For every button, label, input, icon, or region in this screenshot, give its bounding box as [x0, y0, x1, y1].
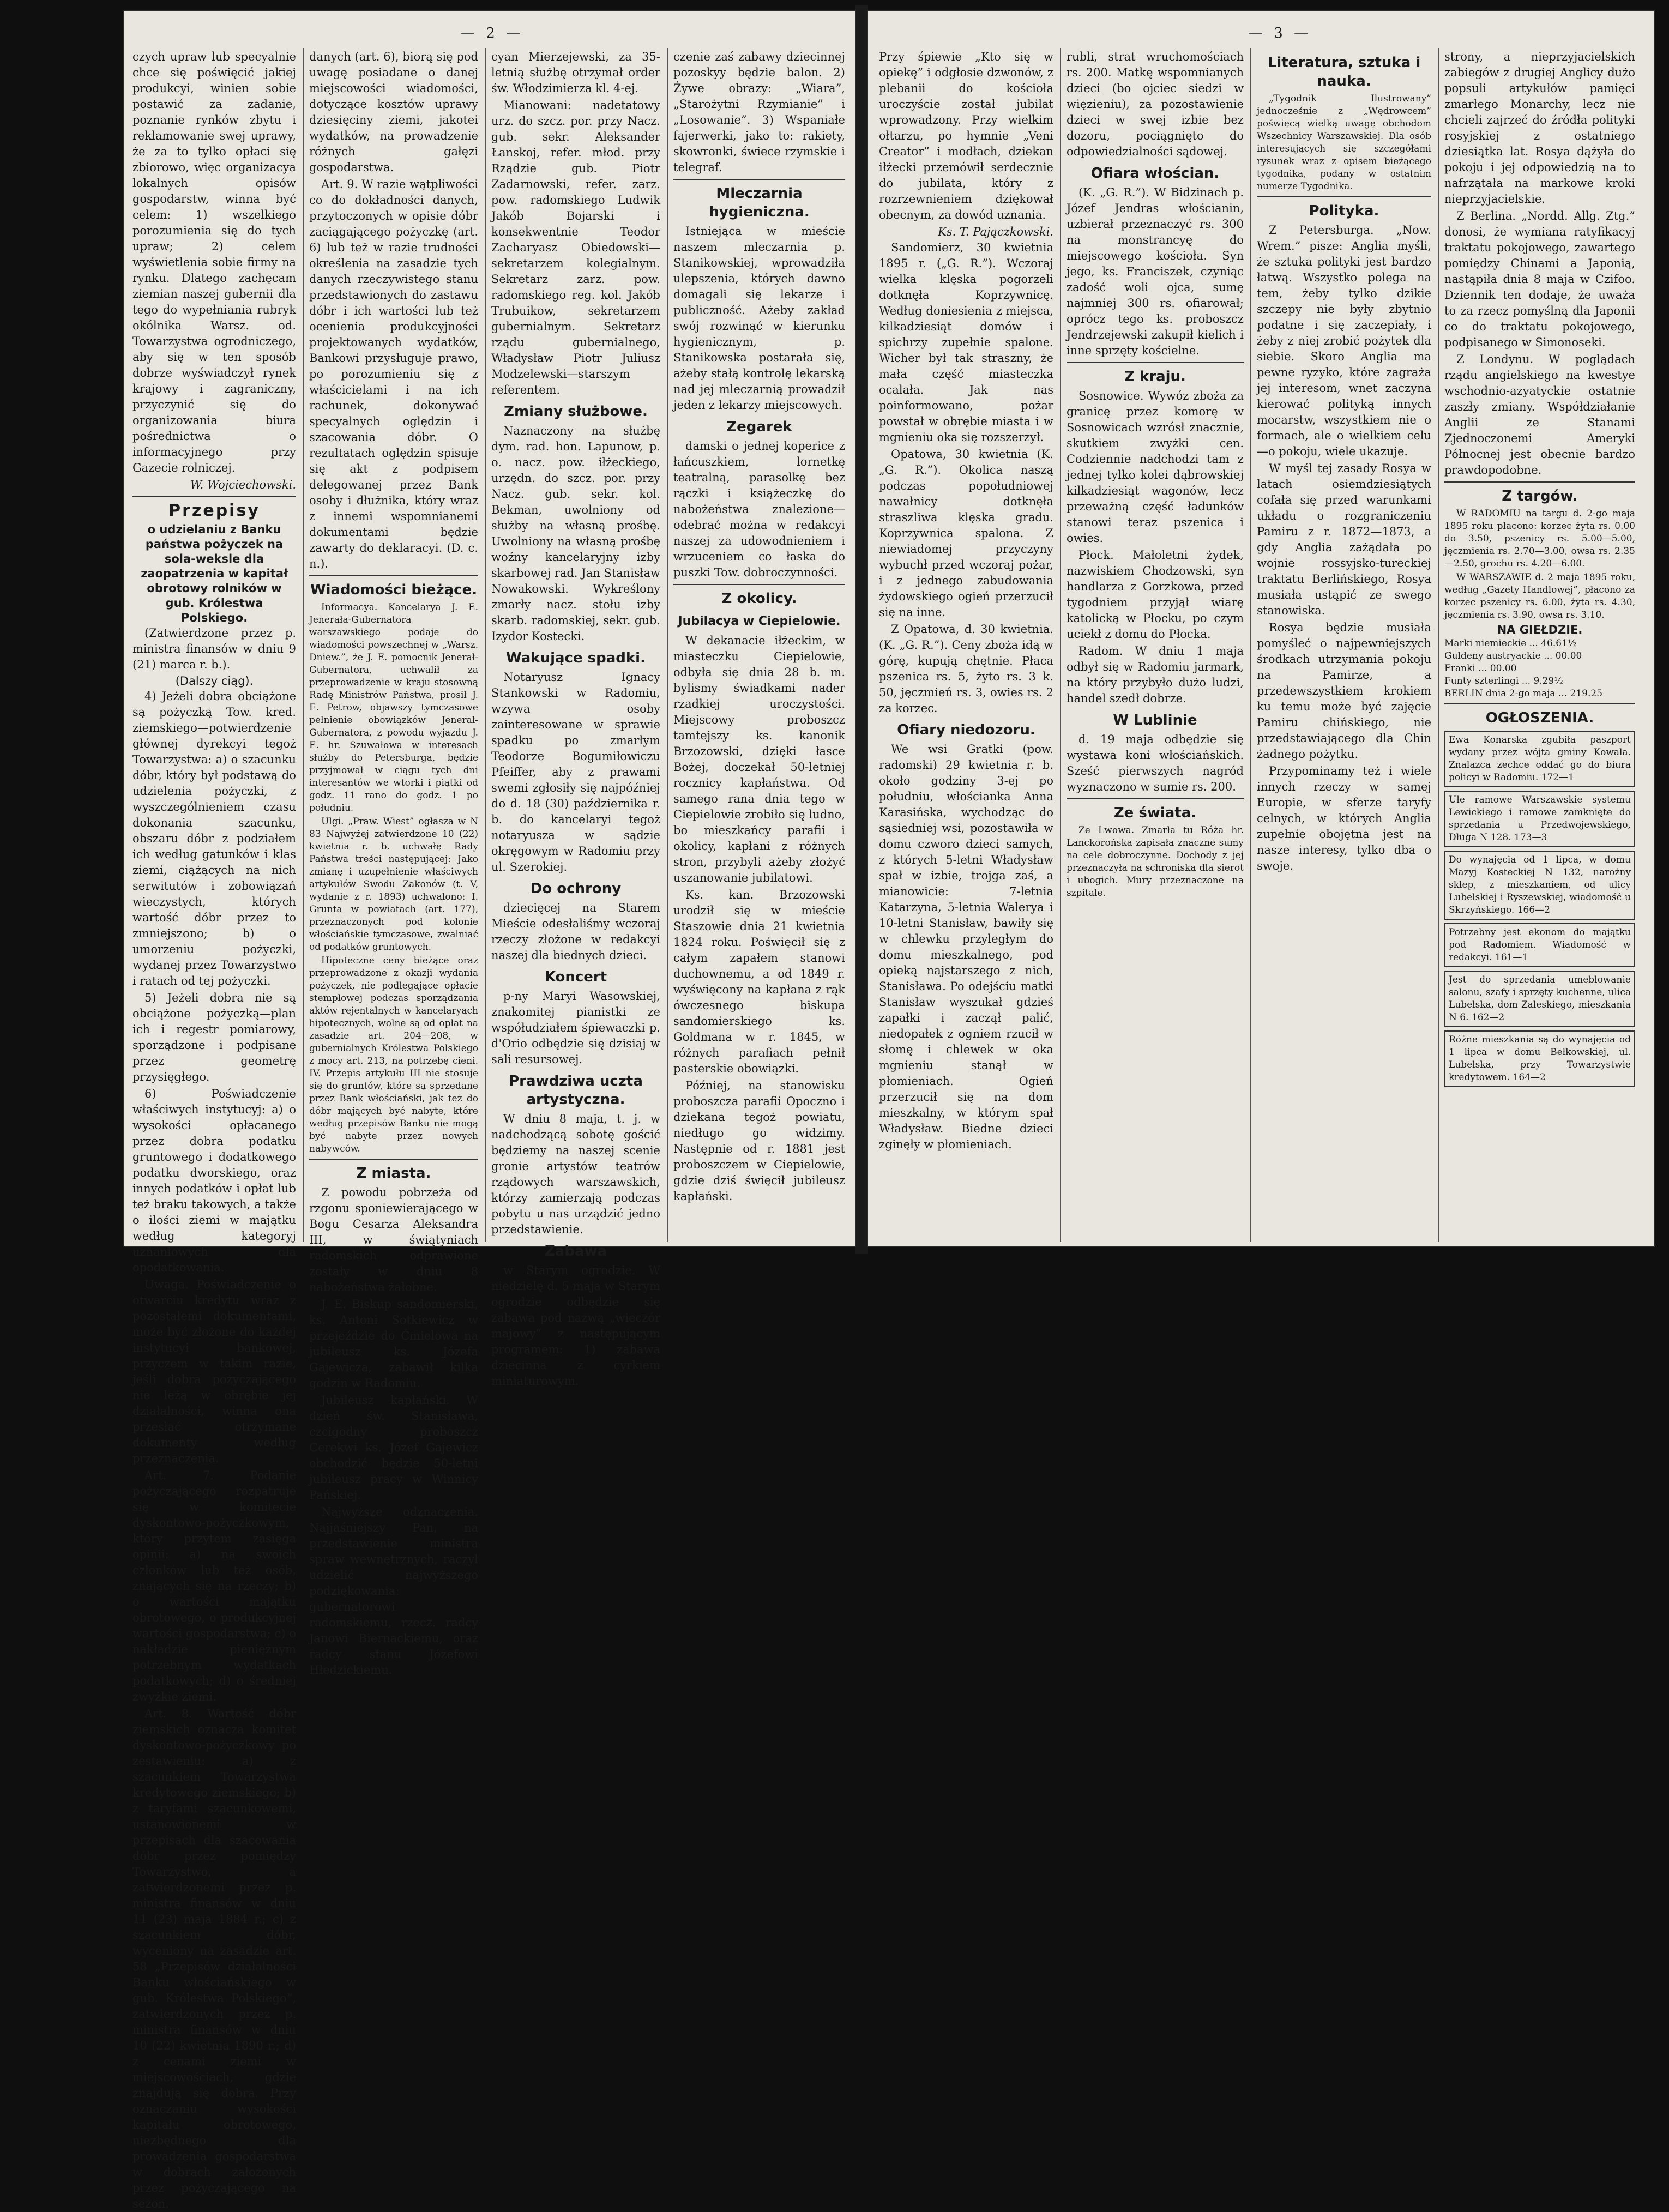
column-rule	[485, 48, 486, 1242]
paragraph: Później, na stanowisku proboszcza parafii Opoczno i dziekana tegoż powiatu, niedługo go widzimy. Następnie od r. 1881 jest proboszczem w Ciepielowie, gdzie dziś święcił jubileusz kapłański.	[673, 1079, 845, 1203]
column-rule	[1250, 48, 1251, 1242]
paragraph: Z powodu pobrzeża od rzgonu sponiewierającego w Bogu Cesarza Aleksandra III, w świątyniach radomskich odprawione zostały w dniu 8 nabożeństwa żałobne.	[309, 1186, 478, 1294]
paragraph: Radom. W dniu 1 maja odbył się w Radomiu jarmark, na który przybyło dużo ludzi, handel szedł dobrze.	[1067, 644, 1244, 705]
paragraph: p-ny Maryi Wasowskiej, znakomitej pianistki ze współudziałem śpiewaczki p. d'Orio odbędzie się dzisiaj w sali resursowej.	[491, 990, 660, 1066]
section-heading: Polityka.	[1309, 203, 1379, 219]
market-rows: Marki niemieckie ... 46.61½ Guldeny austryackie ... 00.00 Franki ... 00.00 Funty szterlingi ... 9.29½ BERLIN dnia 2-go maja ... 219.25	[1444, 638, 1603, 699]
paragraph: Z Petersburga. „Now. Wrem.” pisze: Anglia myśli, że sztuka polityki jest bardzo łatwą. Wszystko polega na tem, żeby tylko dzikie szczepy nie były zbytnio podatne i się zaczepiały, i żeby z niej zrobić pożytek dla siebie. Skoro Anglia ma pewne ryzyko, które zagraża jej interesom, wnet zaczyna kierować polityką innych mocarstw, wszystkiem nie o formach, ale o wielkiem celu—o pokoju, wiele ukazuje.	[1257, 224, 1431, 458]
column-rule	[303, 48, 304, 1242]
paragraph: Z Berlina. „Nordd. Allg. Ztg.” donosi, że wymiana ratyfikacyj traktatu pokojowego, zawartego pomiędzy Chinami a Japonią, nastąpiła dnia 8 maja w Czifoo. Dziennik ten dodaje, że uważa to za rzecz pomyślną dla Japonii co do traktatu pokojowego, podpisanego w Simonoseki.	[1444, 209, 1635, 349]
paragraph: W RADOMIU na targu d. 2-go maja 1895 roku płacono: korzec żyta rs. 0.00 do 3.50, pszenicy rs. 5.00—5.00, jęczmienia rs. 2.70—3.00, owsa rs. 2.35—2.50, grochu rs. 4.20—6.00.	[1444, 508, 1635, 569]
column-rule	[667, 48, 668, 1242]
section-heading: Ze świata.	[1113, 805, 1197, 821]
section-heading: Zmiany służbowe.	[504, 403, 648, 420]
column-1	[132, 49, 296, 2210]
paragraph: czenie zaś zabawy dziecinnej pozoskyy będzie balon. 2) Żywe obrazy: „Wiara”, „Starożytni Rzymianie” i „Losowanie”. 3) Wspaniałe fajerwerki, jako to: rakiety, skowronki, świece rzymskie i telegraf.	[673, 50, 845, 174]
divider	[1444, 481, 1635, 483]
paragraph: Opatowa, 30 kwietnia (K. „G. R.”). Okolica naszą podczas popołudniowej nawałnicy dotknęła straszliwa klęska gradu. Koprzywnica spalona. Z niewiadomej przyczyny wybuchł przed wczoraj pożar, i z jednego zabudowania żydowskiego ogień przerzucił się na inne.	[879, 448, 1053, 619]
paragraph: W WARSZAWIE d. 2 maja 1895 roku, według „Gazety Handlowej”, płacono za korzec pszenicy rs. 6.00, żyta rs. 4.30, jęczmienia rs. 3.90, owsa rs. 3.10.	[1444, 572, 1635, 620]
column-rule	[1060, 48, 1061, 1242]
section-heading: Ofiary niedozoru.	[897, 722, 1035, 738]
signature: W. Wojciechowski.	[190, 478, 296, 491]
paragraph: Naznaczony na służbę dym. rad. hon. Lapunow, p. o. nacz. pow. iłżeckiego, urzędn. do szcz. por. przy Nacz. gub. sekr. kol. Bekman, uwolniony od służby na własną prośbę. Uwolniony na własną prośbę woźny kancelaryjny izby skarbowej rad. Jan Stanisław Nowakowski. Wykreślony zmarły nacz. stołu izby skarb. radomskiej, sekr. gub. Izydor Kostecki.	[491, 424, 660, 643]
divider	[309, 1159, 478, 1160]
paragraph: Sosnowice. Wywóz zboża za granicę przez komorę w Sosnowicach wzrósł znacznie, skutkiem zwyżki cen. Codziennie nadchodzi tam z jednej tylko kolei dąbrowskiej kilkadziesiąt wagonów, lecz przeważną część ładunków stanowi teraz pszenica i owies.	[1067, 389, 1244, 545]
column-4	[673, 49, 845, 1238]
paragraph: Ulgi. „Praw. Wiest” ogłasza w N 83 Najwyżej zatwierdzone 10 (22) kwietnia r. b. uchwałę Rady Państwa treści następującej: Jako zmianę i uzupełnienie właściwych artykułów Swodu Zakonów (t. V, wydanie z r. 1893) uchwalono: I. Grunta w powiatach (art. 177), przeznaczonych pod kolonie włościańskie tymczasowe, zwalniać od podatków gruntowych.	[309, 816, 478, 953]
advertisement: Ule ramowe Warszawskie systemu Lewickiego i ramowe zamknięte do sprzedania u Przedwojewskiego, Długa N 128. 173—3	[1444, 791, 1635, 847]
divider	[1257, 196, 1431, 197]
section-heading: Literatura, sztuka i nauka.	[1267, 55, 1421, 89]
paragraph: W dekanacie iłżeckim, w miasteczku Ciepielowie, odbyła się dnia 28 b. m. bylismy świadkami nader rzadkiej uroczystości. Miejscowy proboszcz tamtejszy ks. kanonik Brzozowski, dzięki łasce Bożej, doczekał 50-letniej rocznicy kapłaństwa. Od samego rana dnia tego w Ciepielowie zrobiło się ludno, bo mieszkańcy parafii i okolicy, kapłani z różnych stron, przybyli ażeby złożyć uszanowanie jubilatowi.	[673, 634, 845, 884]
column-7	[1257, 49, 1431, 1238]
section-heading: Z kraju.	[1124, 369, 1186, 385]
paragraph: danych (art. 6), biorą się pod uwagę posiadane o danej miejscowości wiadomości, dotyczące kosztów uprawy dziesięciny ziemi, jakotei wydatków, na prowadzenie różnych gałęzi gospodarstwa.	[309, 50, 478, 174]
paragraph: Rosya będzie musiała pomyśleć o najpewniejszych środkach utrzymania pokoju na Pamirze, a przedewszystkiem krokiem ku temu może być zajęcie Pamiru chińskiego, nie przedstawiającego dla Chin żadnego pożytku.	[1257, 621, 1431, 761]
divider	[1067, 362, 1244, 363]
left-page	[123, 10, 856, 2210]
paragraph: Uwaga. Poświadczenie o otwarciu kredytu wraz z pozostałemi dokumentami, może być złożone do każdej instytucyi bankowej, przyczem w takim razie, jeśli dobra pożyczającego nie leżą w obrębie jej działalności, winna ona przesłać otrzymane dokumenty według przeznaczenia.	[132, 1278, 296, 1465]
paragraph: Informacya. Kancelarya J. E. Jenerała-Gubernatora warszawskiego podaje do wiadomości powszechnej w „Warsz. Dniew.”, że J. E. pomocnik Jenerał-Gubernatora, uchwalił za przeprowadzenie w kraju stosowną Radę Ministrów Państwa, prosił J. E. Petrow, objawszy tymczasowe pełnienie obowiązków Jenerał-Gubernatora, z powodu wyjazdu J. E. hr. Szuwałowa w interesach służby do Petersburga, będzie przyjmował w ciągu tych dni interesantów we wtorki i piątki od godz. 11 rano do godz. 1 po południu.	[309, 602, 478, 813]
paragraph: dziecięcej na Starem Mieście odesłaliśmy wczoraj rzeczy złożone w redakcyi naszej dla biednych dzieci.	[491, 901, 660, 962]
paragraph: 6) Poświadczenie właściwych instytucyj: a) o wysokości opłacanego przez dobra podatku gruntowego i dodatkowego podatku dworskiego, oraz innych podatków i opłat lub też braku takowych, a także o ilości ziemi w majątku według kategoryj uznaniowych dla opodatkowania.	[132, 1087, 296, 1274]
paragraph: Art. 8. Wartość dóbr ziemskich oznacza komitet dyskontowo-pożyczkowy po zestawieniu: a) z szacunkiem Towarzystwa kredytowego ziemskiego; b) z taryfami szacunkowemi, ustanowionemi w przepisach dla szacowania dóbr przez pomiędzy Towarzystwo, a zatwierdzonemi przez p. ministra finansów w dniu 11 (23) maja 1884 r.; c) z szacunkiem dóbr, wyceniony na zasadzie art. 58 „Przepisów działalności Banku włościańskiego w gub. Królestwa Polskiego”, zatwierdzonych przez p. ministra finansów w dniu 10 (22) kwietnia 1890 r.; d) z cenami ziemi w miejscowościach, gdzie znajdują się dobra. Przy oznaczaniu wysokości kapitału obrotowego, niezbędnego dla prowadzenia gospodarstwa w dobrach założonych przez pożyczającego na sezon.	[132, 1707, 296, 2210]
paragraph: 5) Jeżeli dobra nie są obciążone pożyczką—plan ich i regestr pomiarowy, sporządzone i podpisane przez geometrę przysięgłego.	[132, 991, 296, 1083]
paragraph: Płock. Małoletni żydek, nazwiskiem Chodzowski, syn handlarza z Gorzkowa, przed tygodniem przyjął wiarę katolicką w Płocku, po czym uciekł z domu do Płocka.	[1067, 549, 1244, 641]
advertisement: Jest do sprzedania umeblowanie salonu, szafy i sprzęty kuchenne, ulica Lubelska, dom Zaleskiego, mieszkania N 6. 162—2	[1444, 971, 1635, 1027]
divider	[309, 575, 478, 576]
paragraph: Przy śpiewie „Kto się w opiekę” i odgłosie dzwonów, z plebanii do kościoła uroczyście został jubilat wprowadzony. Przy wielkim ołtarzu, po hymnie „Veni Creator” i modłach, dziekan iłżecki przemówił serdecznie do jubilata, który z rozrzewnieniem dziękował obecnym, za dowód uznania.	[879, 50, 1053, 221]
section-heading: Z targów.	[1502, 488, 1578, 504]
paragraph: d. 19 maja odbędzie się wystawa koni włościańskich. Sześć pierwszych nagród wyznaczono w sumie rs. 200.	[1067, 733, 1244, 793]
section-heading: W Lublinie	[1113, 712, 1197, 728]
column-3	[491, 49, 660, 1388]
paragraph: strony, a nieprzyjacielskich zabiegów z drugiej Anglicy dużo popsuli artykułów pamięci zmarłego Monarchy, lecz nie chcieli zajrzeć do źródła polityki rosyjskiej z ostatniego dziesiątka lat. Rosya dążyła do pokoju i jej odpowiedzią na to nafrzątała na markowe kroki nieprzyjacielskie.	[1444, 50, 1635, 206]
paragraph: Z Opatowa, d. 30 kwietnia. (K. „G. R.”). Ceny zboża idą w górę, kupują chętnie. Płaca pszenica rs. 5, żyto rs. 3 k. 50, jęczmień rs. 3, owies rs. 2 za korzec.	[879, 623, 1053, 715]
section-heading: Zabawa	[544, 1243, 607, 1259]
section-heading: Ofiara włościan.	[1090, 165, 1220, 182]
paragraph: damski o jednej koperice z łańcuszkiem, lornetkę teatralną, parasolkę bez rączki i książeczkę do nabożeństwa znalezione—odebrać można w redakcyi naszej za udowodnieniem i wrzuceniem co łaska do puszki Tow. dobroczynności.	[673, 439, 845, 579]
paragraph: J. E. Biskup sandomierski, ks. Antoni Sotkiewicz w przejeździe do Ćmielowa na jubileusz ks. Józefa Gajewicza, zabawił kilka godzin w Radomiu.	[309, 1298, 478, 1390]
paragraph: Art. 7. Podanie pożyczającego rozpatruje się w komitecie dyskontowo-pożyczkowym, który przytem zasięga opinii: a) na swoich członków lub też osób, znających się na rzeczy; b) o wartości majątku obrotowego, o produkcyjnej wartości gospodarstwa; c) o nakładzie pieniężnym potrzebnym wydatkach podatkowych; d) o średniej zwyżkie ziemi.	[132, 1469, 296, 1703]
paragraph: Hipoteczne ceny bieżące oraz przeprowadzone z okazji wydania pożyczek, nie podlegające opłacie stemplowej podczas sporządzania aktów rejentalnych w kancelaryach hipotecznych, wolne są od opłat na zasadzie art. 204—208, w gubernialnych Królestwa Polskiego z mocy art. 213, na potrzebę cieni. IV. Przepis artykułu III nie stosuje się do gruntów, które są sprzedane przez Bank włościański, jak też do dóbr mających być nabyte, które według przepisów Banku nie mogą być nabyte przez nowych nabywców.	[309, 955, 478, 1154]
section-heading: OGŁOSZENIA.	[1485, 710, 1594, 726]
section-heading: Wiadomości bieżące.	[310, 582, 478, 598]
section-heading: Koncert	[544, 969, 607, 985]
paragraph: Mianowani: nadetatowy urz. do szcz. por. przy Nacz. gub. sekr. Aleksander Łanskoj, refer. młod. przy Rządzie gub. Piotr Zadarnowski, refer. zarz. pow. radomskiego Ludwik Jakób Bojarski i konsekwentnie Teodor Zacharyasz Obiedowski—sekretarzem kolegialnym. Sekretarz zarz. pow. radomskiego reg. kol. Jakób Trubuikow, sekretarzem gubernialnym. Sekretarz rządu gubernialnego, Władysław Piotr Juliusz Modzelewski—starszym referentem.	[491, 99, 660, 396]
column-5	[879, 49, 1053, 1238]
divider	[132, 496, 296, 497]
divider	[1067, 798, 1244, 799]
paragraph: rubli, strat wruchomościach rs. 200. Matkę wspomnianych dzieci (bo ojciec siedzi w więzieniu), za pozostawienie dzieci w swej izbie bez dozoru, pociągnięto do odpowiedzialności sądowej.	[1067, 50, 1244, 158]
page-number-right: — 3 —	[1249, 25, 1312, 41]
paragraph: Ze Lwowa. Zmarła tu Róża hr. Lanckorońska zapisała znaczne sumy na cele dobroczynne. Dochody z jej przeznaczyła na schroniska dla sierot i ubogich. Mury przeznaczone na szpitale.	[1067, 825, 1244, 899]
advertisement: Potrzebny jest ekonom do majątku pod Radomiem. Wiadomość w redakcyi. 161—1	[1444, 923, 1635, 967]
section-heading: Z okolicy.	[721, 590, 797, 607]
section-heading: Z miasta.	[356, 1165, 431, 1182]
advertisement: Ewa Konarska zgubiła paszport wydany przez wójta gminy Kowala. Znalazca zechce oddać go do biura policyi w Radomiu. 172—1	[1444, 731, 1635, 787]
advertisement: Do wynajęcia od 1 lipca, w domu Mazyj Kosteckiej N 132, narożny sklep, z mieszkaniem, od ulicy Lubelskiej i Ryszewskiej, wiadomość u Skrzyńskiego. 166—2	[1444, 851, 1635, 920]
paragraph: w Starym ogrodzie. W niedzielę d. 5 maja w Starym ogrodzie odbędzie się zabawa pod nazwą „wieczór majowy” z następującym programem: 1) zabawa dziecinna z cyrkiem miniaturowym.	[491, 1264, 660, 1388]
divider	[673, 179, 845, 180]
section-heading: Wakujące spadki.	[506, 650, 646, 666]
column-rule	[1438, 48, 1439, 1242]
paragraph: Najwyższe odznaczenia. Najjaśniejszy Pan, na przedstawienie ministra spraw wewnętrznych, raczył udzielić najwyższego podziękowania: gubernatorowi radomskiemu, rzecz. radcy Janowi Biernackiemu, oraz radcy stanu Józefowi Hłedzickiemu.	[309, 1505, 478, 1677]
advertisement: Różne mieszkania są do wynajęcia od 1 lipca w domu Bełkowskiej, ul. Lubelska, przy Towarzystwie kredytowem. 164—2	[1444, 1030, 1635, 1087]
paragraph: Art. 9. W razie wątpliwości co do dokładności danych, przytoczonych w opisie dóbr zaciągającego pożyczkę (art. 6) lub też w razie trudności określenia na zasadzie tych danych rzeczywistego stanu przedstawionych do zastawu dóbr i ich wartości lub też ocenienia produkcyjności projektowanych wydatków, Bankowi przysługuje prawo, po porozumieniu się z właścicielami i na ich rachunek, dokonywać specyalnych oględzin i szacowania dóbr. O rezultatach oględzin spisuje się akt z podpisem delegowanej przez Bank osoby i dłużnika, który wraz z innemi wspomnianemi dokumentami będzie zawarty do deklaracyi. (D. c. n.).	[309, 178, 478, 570]
paragraph: czych upraw lub specyalnie chce się poświęcić jakiej produkcyi, winien sobie postawić za zadanie, poznanie rynków zbytu i reklamowanie swej uprawy, że za to tylko opłaci się zbiorowo, więc organizacya lokalnych opisów gospodarstw, winna być celem: 1) wszelkiego porozumienia się do tych upraw; 2) celem wyświetlenia sobie firmy na rynku. Dlatego zachęcam ziemian naszej gubernii dla tego do wypełniania rubryk okólnika Warsz. od. Towarzystwa ogrodniczego, aby się w ten sposób dobrze wyświadczył rynek krajowy i zagraniczny, przyczynić się do organizowania biura pośrednictwa o informacyjnego przy Gazecie rolniczej.	[132, 50, 296, 474]
paragraph: (Zatwierdzone przez p. ministra finansów w dniu 9 (21) marca r. b.).	[132, 626, 296, 671]
paragraph: (K. „G. R.”). W Bidzinach p. Józef Jendras włościanin, uzbierał przeznaczyć rs. 300 na monstrancyę do miejscowego kościoła. Syn jego, ks. Franciszek, czyniąc zadość woli ojca, sumę najmniej 300 rs. ofiarował; oprócz tego ks. proboszcz Jendrzejewski zakupił kielich i inne sprzęty kościelne.	[1067, 186, 1244, 357]
paragraph: Jubileusz kapłański. W dzień św. Stanisława, czcigodny proboszcz Cerekwi ks. Józef Gajewicz obchodzić będzie 50-letni jubileusz pracy w Winnicy Pańskiej.	[309, 1394, 478, 1502]
section-heading: Prawdziwa uczta artystyczna.	[509, 1073, 643, 1108]
paragraph: 4) Jeżeli dobra obciążone są pożyczką Tow. kred. ziemskiego—potwierdzenie głównej dyrekcyi tegoż Towarzystwa: a) o szacunku dóbr, który był podstawą do udzielenia pożyczki, z wyszczególnieniem czasu dokonania szacunku, obszaru dóbr z podziałem ich według gatunków i klas ziemi, ciążących na nich serwitutów i zobowiązań wieczystych, których wartość dóbr przez to zmniejszono; b) o umorzeniu pożyczki, wydanej przez Towarzystwo i ratach od tej pożyczki.	[132, 690, 296, 987]
page-number-left: — 2 —	[461, 25, 524, 41]
paragraph: Ks. kan. Brzozowski urodził się w mieście Staszowie dnia 21 kwietnia 1824 roku. Poświęcił się z całym zapałem stanowi duchownemu, a od 1849 r. wyświęcony na kapłana z rąk ówczesnego biskupa sandomierskiego ks. Goldmana w r. 1845, w różnych parafiach pełnił pasterskie obowiązki.	[673, 888, 845, 1075]
section-subheading: o udzielaniu z Banku państwa pożyczek na sola-weksle dla zaopatrzenia w kapitał obrotowy rolników w gub. Królestwa Polskiego.	[141, 523, 288, 624]
divider	[1444, 703, 1635, 704]
paragraph: We wsi Gratki (pow. radomski) 29 kwietnia r. b. około godziny 3-ej po południu, włościanka Anna Karasińska, wychodząc do sąsiedniej wsi, pozostawiła w domu czworo dzieci samych, z których 5-letni Władysław spał w izbie, trojga zaś, a mianowicie: 7-letnia Katarzyna, 5-letnia Walerya i 10-letni Stanisław, bawiły się w chlewku przyległym do domu mieszkalnego, pod opieką najstarszego z nich, Stanisława. Po odejściu matki Stanisław wyszukał gdzieś zapałki i zaczął palić, niedopałek z ogniem rzucił w słomę i chlewek w oka mgnieniu stanął w płomieniach. Ogień przerzucił się na dom mieszkalny, w którym spał Władysław. Biedne dzieci zginęły w płomieniach.	[879, 743, 1053, 1151]
column-8	[1444, 49, 1635, 1238]
column-6	[1067, 49, 1244, 1238]
section-heading: Przepisy	[168, 501, 260, 520]
column-2	[309, 49, 478, 1677]
paragraph: Notaryusz Ignacy Stankowski w Radomiu, wzywa osoby zainteresowane w sprawie spadku po zmarłym Teodorze Bogumiłowiczu Pfeiffer, aby z prawami swemi zgłosiły się najpóźniej do d. 18 (30) października r. b. do kancelaryi tegoż notaryusza w sądzie okręgowym w Radomiu przy ul. Szerokiej.	[491, 671, 660, 873]
section-heading: Mleczarnia hygieniczna.	[709, 185, 810, 220]
section-heading: Do ochrony	[530, 881, 622, 897]
market-label: NA GIEŁDZIE.	[1497, 623, 1583, 636]
paragraph: W dniu 8 maja, t. j. w nadchodzącą sobotę gościć będziemy na naszej scenie gronie artystów teatrów rządowych warszawskich, którzy zamierzają podczas pobytu u nas urządzić jedno przedstawienie.	[491, 1112, 660, 1236]
paragraph: W myśl tej zasady Rosya w latach osiemdziesiątych cofała się przed warunkami układu o rozgraniczeniu Pamiru z r. 1872—1873, a gdy Anglia zażądała po wojnie rossyjsko-tureckiej traktatu Berlińskiego, Rosya musiała ustąpić ze swego stanowiska.	[1257, 462, 1431, 617]
paragraph: Istniejąca w mieście naszem mleczarnia p. Stanikowskiej, wprowadziła ulepszenia, których dawno domagali się lekarze i publiczność. Ażeby zakład swój rozwinąć w kierunku hygienicznym, p. Stanikowska postarała się, ażeby stałą kontrolę lekarską nad jej mleczarnią prowadził jeden z lekarzy miejscowych.	[673, 225, 845, 412]
signature: Ks. T. Pajączkowski.	[938, 225, 1053, 238]
section-heading: Zegarek	[726, 419, 792, 435]
right-page	[867, 10, 1655, 1247]
divider	[673, 584, 845, 585]
continued-note: (Dalszy ciąg).	[175, 674, 254, 688]
paragraph: Przypominamy też i wiele innych rzeczy w samej Europie, w sferze taryfy celnych, w których Anglia zupełnie obojętna jest na nasze interesy, tylko dba o swoje.	[1257, 764, 1431, 872]
paragraph: „Tygodnik Ilustrowany” jednocześnie z „Wędrowcem” poświęcą wielką uwagę obchodom Wszechnicy Warszawskiej. Dla osób interesujących się szczegółami rysunek wraz z opisem bieżącego tygodnika, podany w ostatnim numerze Tygodnika.	[1257, 93, 1431, 192]
section-subheading: Jubilacya w Ciepielowie.	[678, 614, 841, 628]
paragraph: Z Londynu. W poglądach rządu angielskiego na kwestye wschodnio-azyatyckie ostatnie zaszły zmiany. Współdziałanie Anglii ze Stanami Zjednoczonemi Ameryki Północnej jest obecnie bardzo prawdopodobne.	[1444, 353, 1635, 477]
paragraph: Sandomierz, 30 kwietnia 1895 r. („G. R.”). Wczoraj wielka klęska pogorzeli dotknęła Koprzywnicę. Według doniesienia z miejsca, kilkadziesiąt domów i spichrzy zupełnie spalone. Wicher był tak straszny, że mała część miasteczka ocalała. Jak nas poinformowano, pożar powstał w obrębie miasta i w mgnieniu oka się rozszerzył.	[879, 241, 1053, 444]
book-gutter	[855, 5, 868, 1254]
paragraph: cyan Mierzejewski, za 35-letnią służbę otrzymał order św. Włodzimierza kl. 4-ej.	[491, 50, 660, 95]
